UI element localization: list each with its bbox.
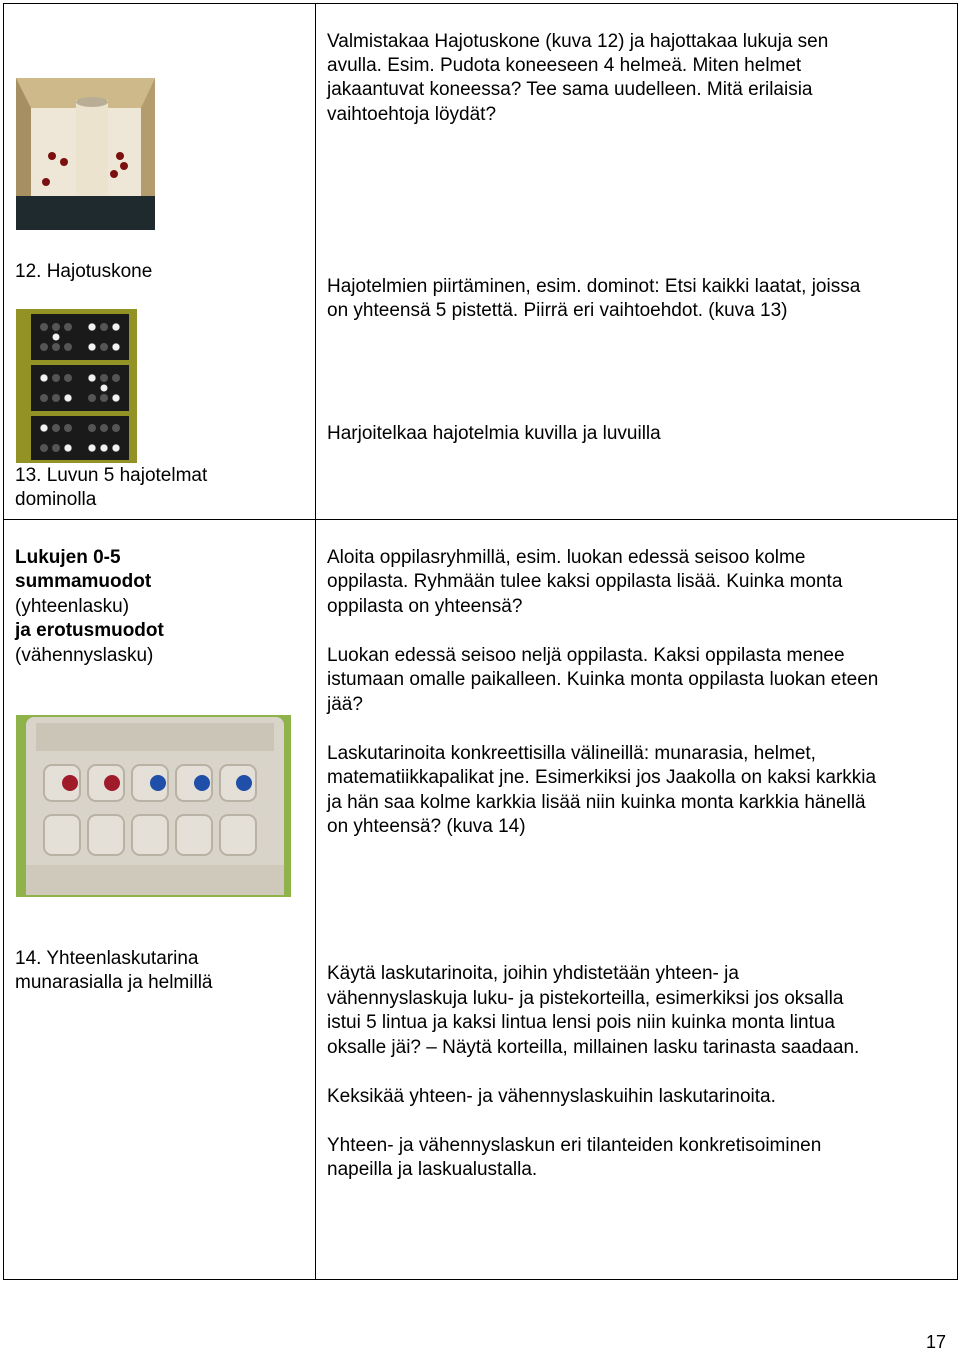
dominoes-photo bbox=[16, 309, 137, 463]
section-heading-line3: (yhteenlasku) bbox=[15, 596, 130, 617]
section-heading-line2: summamuodot bbox=[15, 571, 152, 592]
caption-figure-13-line2: dominolla bbox=[15, 489, 97, 510]
paragraph-b-line1: Luokan edessä seisoo neljä oppilasta. Kaksi oppilasta menee bbox=[327, 645, 845, 666]
caption-figure-14-line1: 14. Yhteenlaskutarina bbox=[15, 948, 199, 969]
table-border-left bbox=[3, 3, 4, 1280]
table-border-bottom bbox=[3, 1279, 958, 1280]
paragraph-1-line1: Valmistakaa Hajotuskone (kuva 12) ja hajottakaa lukuja sen bbox=[327, 31, 829, 52]
paragraph-1-line3: jakaantuvat koneessa? Tee sama uudelleen. Mitä erilaisia bbox=[327, 79, 813, 100]
paragraph-1-line4: vaihtoehtoja löydät? bbox=[327, 104, 497, 125]
paragraph-d-line3: istui 5 lintua ja kaksi lintua lensi pois niin kuinka monta lintua bbox=[327, 1012, 835, 1033]
paragraph-a-line3: oppilasta on yhteensä? bbox=[327, 596, 523, 617]
paragraph-2-line1: Hajotelmien piirtäminen, esim. dominot: Etsi kaikki laatat, joissa bbox=[327, 276, 861, 297]
egg-carton-photo bbox=[16, 715, 291, 897]
paragraph-f-line2: napeilla ja laskualustalla. bbox=[327, 1159, 538, 1180]
paragraph-3: Harjoitelkaa hajotelmia kuvilla ja luvuilla bbox=[327, 423, 661, 444]
paragraph-b-line3: jää? bbox=[327, 694, 363, 715]
paragraph-a-line1: Aloita oppilasryhmillä, esim. luokan edessä seisoo kolme bbox=[327, 547, 806, 568]
paragraph-c-line3: ja hän saa kolme karkkia lisää niin kuinka monta karkkia hänellä bbox=[327, 792, 866, 813]
paragraph-c-line2: matematiikkapalikat jne. Esimerkiksi jos Jaakolla on kaksi karkkia bbox=[327, 767, 877, 788]
section-heading-line1: Lukujen 0-5 bbox=[15, 547, 121, 568]
paragraph-e: Keksikää yhteen- ja vähennyslaskuihin laskutarinoita. bbox=[327, 1086, 776, 1107]
paragraph-d-line2: vähennyslaskuja luku- ja pistekorteilla, esimerkiksi jos oksalla bbox=[327, 988, 844, 1009]
page-number: 17 bbox=[926, 1332, 947, 1352]
paragraph-a-line2: oppilasta. Ryhmään tulee kaksi oppilasta lisää. Kuinka monta bbox=[327, 571, 843, 592]
caption-figure-13-line1: 13. Luvun 5 hajotelmat bbox=[15, 465, 208, 486]
table-border-top bbox=[3, 3, 958, 4]
caption-figure-14-line2: munarasialla ja helmillä bbox=[15, 972, 213, 993]
table-border-right bbox=[957, 3, 958, 1280]
paragraph-c-line4: on yhteensä? (kuva 14) bbox=[327, 816, 526, 837]
paragraph-f-line1: Yhteen- ja vähennyslaskun eri tilanteiden konkretisoiminen bbox=[327, 1135, 822, 1156]
paragraph-2-line2: on yhteensä 5 pistettä. Piirrä eri vaihtoehdot. (kuva 13) bbox=[327, 300, 788, 321]
section-heading-line5: (vähennyslasku) bbox=[15, 645, 154, 666]
distribution-machine-photo bbox=[16, 78, 155, 230]
paragraph-b-line2: istumaan omalle paikalleen. Kuinka monta oppilasta luokan eteen bbox=[327, 669, 879, 690]
section-heading-line4: ja erotusmuodot bbox=[15, 620, 164, 641]
paragraph-d-line1: Käytä laskutarinoita, joihin yhdistetään yhteen- ja bbox=[327, 963, 739, 984]
paragraph-c-line1: Laskutarinoita konkreettisilla välineillä: munarasia, helmet, bbox=[327, 743, 816, 764]
paragraph-d-line4: oksalle jäi? – Näytä korteilla, millainen lasku tarinasta saadaan. bbox=[327, 1037, 860, 1058]
table-row-divider bbox=[3, 519, 958, 520]
paragraph-1-line2: avulla. Esim. Pudota koneeseen 4 helmeä. Miten helmet bbox=[327, 55, 802, 76]
table-column-divider bbox=[315, 3, 316, 1280]
caption-figure-12: 12. Hajotuskone bbox=[15, 261, 153, 282]
